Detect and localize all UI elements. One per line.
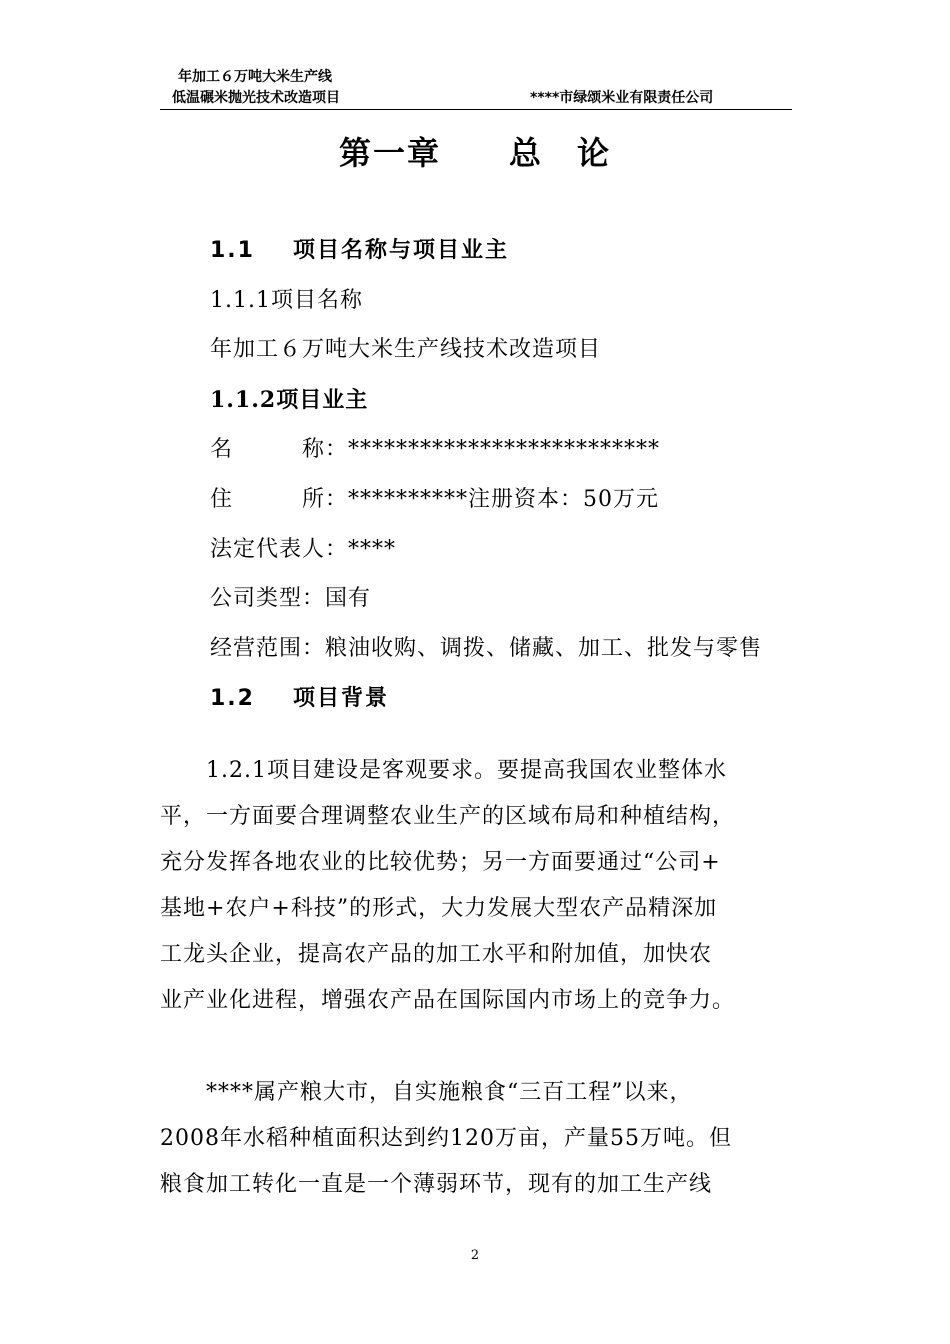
header-title-line1: 年加工６万吨大米生产线 <box>178 69 332 85</box>
header-title-line2: 低温碾米抛光技术改造项目 <box>172 90 340 106</box>
paragraph-line: 1.2.1项目建设是客观要求。要提高我国农业整体水 <box>160 758 727 783</box>
owner-address-line: 住 所：**********注册资本：50万元 <box>210 487 659 512</box>
section-number: 1.2 <box>210 686 255 711</box>
owner-name-line: 名 称：************************** <box>210 437 661 462</box>
header-divider <box>160 109 792 110</box>
project-name: 年加工６万吨大米生产线技术改造项目 <box>210 337 602 362</box>
paragraph-line: 粮食加工转化一直是一个薄弱环节，现有的加工生产线 <box>160 1172 713 1197</box>
paragraph-line: 平，一方面要合理调整农业生产的区域布局和种植结构， <box>160 804 736 829</box>
paragraph-2 <box>160 1078 790 1216</box>
paragraph-1 <box>160 756 790 1032</box>
page-number: 2 <box>470 1248 480 1263</box>
paragraph-line: 基地+农户+科技”的形式，大力发展大型农产品精深加 <box>160 896 718 921</box>
paragraph-line: ****属产粮大市，自实施粮食“三百工程”以来， <box>160 1080 693 1105</box>
company-type-line: 公司类型：国有 <box>210 586 372 611</box>
subheading-1-1-2: 1.1.2项目业主 <box>210 387 369 413</box>
legal-representative-line: 法定代表人：**** <box>210 537 397 562</box>
header-company: ****市绿颂米业有限责任公司 <box>530 90 714 106</box>
paragraph-line: 充分发挥各地农业的比较优势；另一方面要通过“公司+ <box>160 850 721 875</box>
paragraph-line: 2008年水稻种植面积达到约120万亩，产量55万吨。但 <box>160 1126 732 1151</box>
paragraph-line: 业产业化进程，增强农产品在国际国内市场上的竞争力。 <box>160 988 736 1013</box>
paragraph-line: 工龙头企业，提高农产品的加工水平和附加值，加快农 <box>160 942 713 967</box>
subheading-1-1-1: 1.1.1项目名称 <box>210 288 363 313</box>
section-title: 项目背景 <box>292 686 389 711</box>
section-title: 项目名称与项目业主 <box>292 238 509 263</box>
section-heading-1-2 <box>210 684 389 714</box>
business-scope-line: 经营范围：粮油收购、调拨、储藏、加工、批发与零售 <box>210 636 763 661</box>
chapter-title: 第一章 总 论 <box>338 134 611 172</box>
section-number: 1.1 <box>210 238 255 263</box>
section-heading-1-1 <box>210 236 509 266</box>
